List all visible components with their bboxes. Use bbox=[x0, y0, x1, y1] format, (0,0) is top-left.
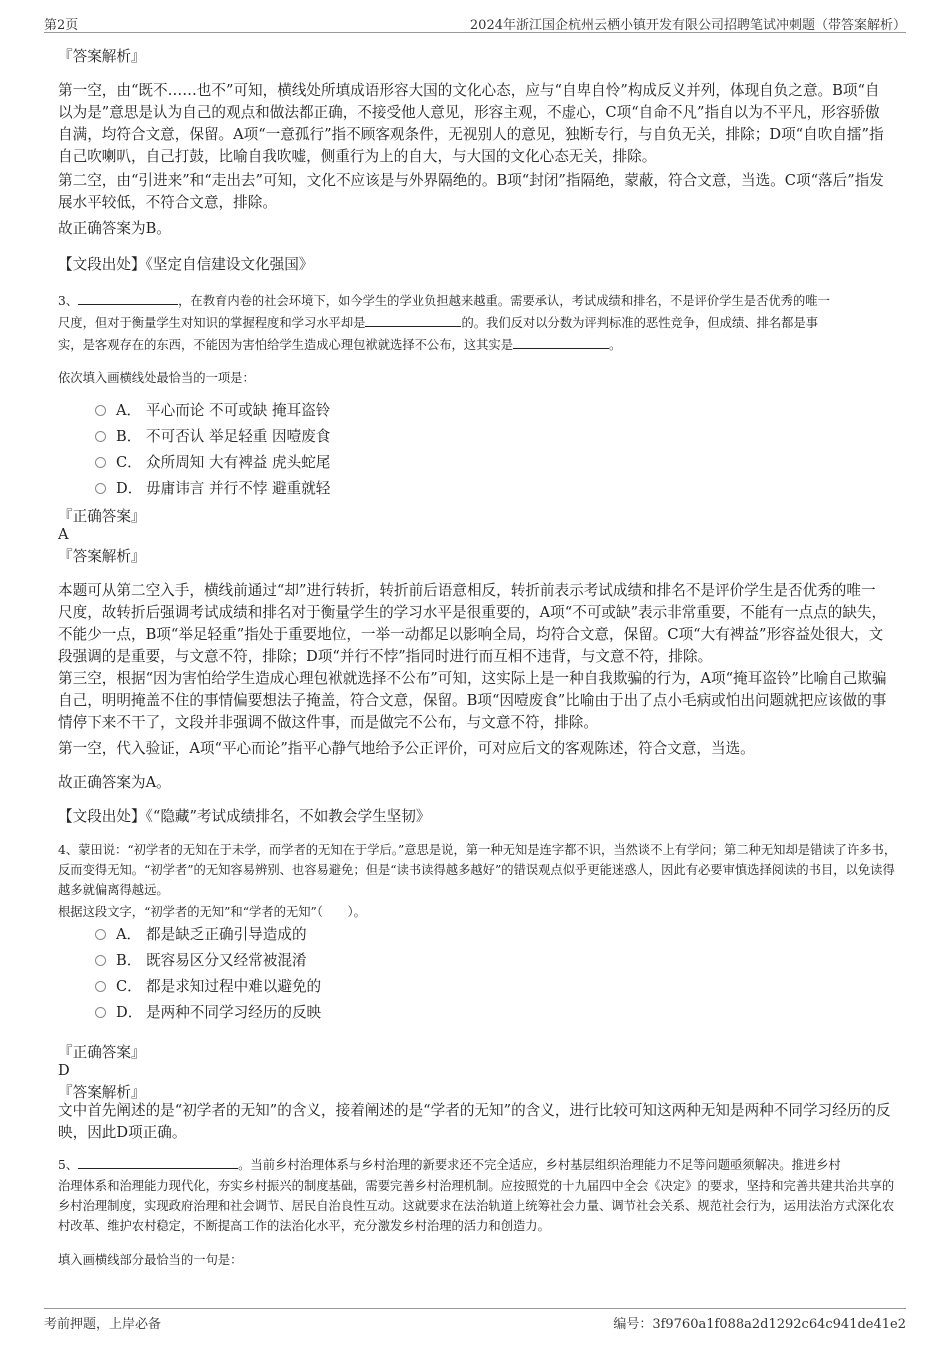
q3-blank-2 bbox=[365, 312, 461, 327]
page-footer bbox=[44, 1308, 906, 1331]
page-header bbox=[44, 12, 906, 33]
q4-analysis-label: 『答案解析』 bbox=[58, 1084, 146, 1101]
q4-stem: 4、蒙田说：“初学者的无知在于未学，而学者的无知在于学后。”意思是说，第一种无知是连字都不识，当然谈不上有学问；第二种无知却是错读了许多书，反而变得无知。“初学者”的无知容易辨别、也容易避免；但是“读书读得越多越好”的错误观点似乎更能迷惑人，因此有必要审慎选择阅读的书目，以免读得越多就偏离得越远。 bbox=[58, 843, 897, 897]
radio-icon[interactable] bbox=[95, 981, 106, 992]
q5-prompt: 填入画横线部分最恰当的一句是： bbox=[58, 1253, 243, 1267]
q3-blank-3 bbox=[513, 334, 609, 349]
q3-option-c[interactable]: C． 众所周知 大有裨益 虎头蛇尾 bbox=[95, 452, 330, 474]
q3-stem-line2: 尺度，但对于衡量学生对知识的掌握程度和学习水平却是 的。我们反对以分数为评判标准的恶性竞争，但成绩、排名都是事 bbox=[58, 312, 888, 333]
q3-stem-line1: 3、 ，在教育内卷的社会环境下，如今学生的学业负担越来越重。需要承认，考试成绩和排名，不是评价学生是否优秀的唯一 bbox=[58, 290, 888, 311]
q2-source: 【文段出处】《坚定自信建设文化强国》 bbox=[58, 256, 314, 273]
q5-blank bbox=[78, 1154, 238, 1169]
q3-conclusion: 故正确答案为A。 bbox=[58, 774, 171, 791]
q3-analysis-para3: 第一空，代入验证，A项“平心而论”指平心静气地给予公正评价，可对应后文的客观陈述，符合文意，当选。 bbox=[58, 740, 755, 757]
q4-answer-label: 『正确答案』 bbox=[58, 1044, 146, 1061]
q2-analysis-para2: 第二空，由“引进来”和“走出去”可知，文化不应该是与外界隔绝的。B项“封闭”指隔绝，蒙蔽，符合文意，当选。C项“落后”指发展水平较低，不符合文意，排除。 bbox=[58, 172, 884, 211]
q3-option-a[interactable]: A． 平心而论 不可或缺 掩耳盗铃 bbox=[95, 400, 330, 422]
q3-option-d[interactable]: D． 毋庸讳言 并行不悖 避重就轻 bbox=[95, 478, 330, 500]
q3-analysis-para1: 本题可从第二空入手，横线前通过“却”进行转折，转折前后语意相反，转折前表示考试成绩和排名不是评价学生是否优秀的唯一尺度，故转折后强调考试成绩和排名对于衡量学生的学习水平是很重要的，A项“不可或缺”表示非常重要，不能有一点点的缺失，不能少一点，B项“举足轻重”指处于重要地位，一举一动都足以影响全局，均符合文意，保留。C项“大有裨益”形容益处很大，文段强调的是重要，与文意不符，排除；D项“并行不悖”指同时进行而互相不违背，与文意不符，排除。 bbox=[58, 582, 887, 665]
document-title: 2024年浙江国企杭州云栖小镇开发有限公司招聘笔试冲刺题（带答案解析） bbox=[469, 18, 906, 33]
radio-icon[interactable] bbox=[95, 1007, 106, 1018]
q2-analysis-para1: 第一空，由“既不……也不”可知，横线处所填成语形容大国的文化心态，应与“自卑自怜”构成反义并列，体现自负之意。B项“自以为是”意思是认为自己的观点和做法都正确，不接受他人意见，形容主观，不虚心，C项“自命不凡”指自以为不平凡，形容骄傲自满，均符合文意，保留。A项“一意孤行”指不顾客观条件，无视别人的意见，独断专行，与自负无关，排除；D项“自吹自擂”指自己吹喇叭，自己打鼓，比喻自我吹嘘，侧重行为上的自大，与大国的文化心态无关，排除。 bbox=[58, 82, 884, 165]
radio-icon[interactable] bbox=[95, 457, 106, 468]
q3-number: 3、 bbox=[58, 294, 79, 308]
q2-conclusion: 故正确答案为B。 bbox=[58, 220, 171, 237]
q3-option-b[interactable]: B． 不可否认 举足轻重 因噎废食 bbox=[95, 426, 330, 448]
q4-option-c[interactable]: C． 都是求知过程中难以避免的 bbox=[95, 976, 321, 998]
footer-slogan: 考前押题，上岸必备 bbox=[44, 1317, 162, 1332]
q3-answer-label: 『正确答案』 bbox=[58, 508, 146, 525]
q4-prompt: 根据这段文字，“初学者的无知”和“学者的无知”（ ）。 bbox=[58, 905, 366, 919]
q3-answer: A bbox=[58, 526, 69, 543]
q4-option-a[interactable]: A． 都是缺乏正确引导造成的 bbox=[95, 924, 307, 946]
q4-option-b[interactable]: B． 既容易区分又经常被混淆 bbox=[95, 950, 307, 972]
q3-blank-1 bbox=[78, 290, 178, 305]
q3-analysis-para2: 第三空，根据“因为害怕给学生造成心理包袱就选择不公布”可知，这实际上是一种自我欺骗的行为，A项“掩耳盗铃”比喻自己欺骗自己，明明掩盖不住的事情偏要想法子掩盖，符合文意，保留。B项“因噎废食”比喻由于出了点小毛病或怕出问题就把应该做的事情停下来不干了，文段并非强调不做这件事，而是做完不公布，与文意不符，排除。 bbox=[58, 670, 887, 731]
q3-analysis-label: 『答案解析』 bbox=[58, 548, 146, 565]
radio-icon[interactable] bbox=[95, 405, 106, 416]
radio-icon[interactable] bbox=[95, 483, 106, 494]
q5-number: 5、 bbox=[58, 1158, 79, 1172]
q4-answer: D bbox=[58, 1062, 70, 1079]
radio-icon[interactable] bbox=[95, 929, 106, 940]
q5-stem-rest: 治理体系和治理能力现代化，夯实乡村振兴的制度基础，需要完善乡村治理机制。应按照党的十九届四中全会《决定》的要求，坚持和完善共建共治共享的乡村治理制度，实现政府治理和社会调节、居民自治良性互动。这就要求在法治轨道上统筹社会力量、调节社会关系、规范社会行为，运用法治方式深化农村改革、维护农村稳定，不断提高工作的法治化水平，充分激发乡村治理的活力和创造力。 bbox=[58, 1179, 895, 1233]
q3-source: 【文段出处】《“隐藏”考试成绩排名，不如教会学生坚韧》 bbox=[58, 808, 431, 825]
q4-number: 4、 bbox=[58, 843, 79, 857]
q3-prompt: 依次填入画横线处最恰当的一项是： bbox=[58, 371, 255, 385]
document-id: 编号：3f9760a1f088a2d1292c64c941de41e2 bbox=[613, 1317, 906, 1332]
q3-stem-line3: 实，是客观存在的东西，不能因为害怕给学生造成心理包袱就选择不公布，这其实是 。 bbox=[58, 334, 888, 355]
page-number: 第2页 bbox=[44, 18, 79, 33]
q4-option-d[interactable]: D． 是两种不同学习经历的反映 bbox=[95, 1002, 321, 1024]
q4-analysis: 文中首先阐述的是“初学者的无知”的含义，接着阐述的是“学者的无知”的含义，进行比较可知这两种无知是两种不同学习经历的反映，因此D项正确。 bbox=[58, 1102, 891, 1141]
q5-stem-line1: 5、 。当前乡村治理体系与乡村治理的新要求还不完全适应，乡村基层组织治理能力不足等问题亟须解决。推进乡村 bbox=[58, 1154, 898, 1175]
radio-icon[interactable] bbox=[95, 955, 106, 966]
radio-icon[interactable] bbox=[95, 431, 106, 442]
q2-analysis-label: 『答案解析』 bbox=[58, 48, 146, 65]
